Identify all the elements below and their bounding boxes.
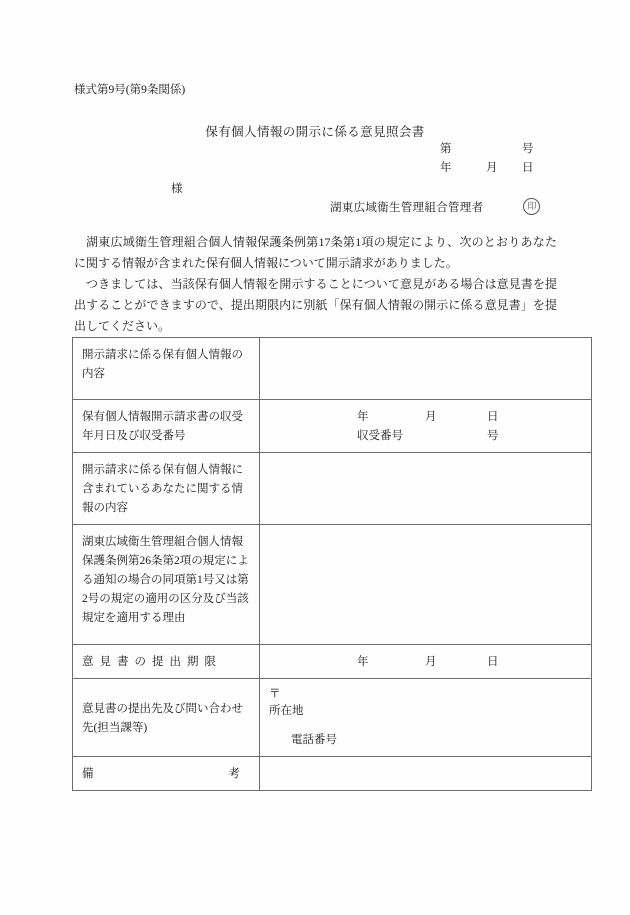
phone-label: 電話番号 xyxy=(291,734,337,746)
row7-label xyxy=(73,757,260,791)
deadline-date-block xyxy=(269,653,584,672)
table-row xyxy=(73,525,592,645)
document-number-label: 第 xyxy=(440,143,452,155)
remarks-label-first: 備 xyxy=(82,768,94,780)
form-number: 様式第9号(第9条関係) xyxy=(74,84,186,96)
row5-label xyxy=(73,645,260,679)
remarks-label-last: 考 xyxy=(228,768,240,780)
receipt-number-blank xyxy=(425,427,487,446)
row7-value[interactable] xyxy=(260,757,592,791)
row5-value[interactable] xyxy=(260,645,592,679)
seal-icon: 印 xyxy=(523,198,540,215)
row4-label: 湖東広域衛生管理組合個人情報保護条例第26条第2項の規定による通知の場合の同項第1号又は第2号の規定の適用の区分及び当該規定を適用する理由 xyxy=(73,525,260,645)
deadline-month-label: 月 xyxy=(425,656,437,668)
deadline-year-label: 年 xyxy=(357,656,369,668)
document-number-unit: 号 xyxy=(522,143,534,155)
document-number-line xyxy=(440,140,550,159)
addressee-suffix: 様 xyxy=(171,183,183,195)
row2-label: 保有個人情報開示請求書の収受年月日及び収受番号 xyxy=(73,400,260,453)
receipt-number-label: 収受番号 xyxy=(357,430,403,442)
receipt-month-label: 月 xyxy=(425,411,437,423)
row1-label: 開示請求に係る保有個人情報の内容 xyxy=(73,338,260,400)
receipt-date-line xyxy=(357,408,584,427)
body-text xyxy=(74,232,557,337)
document-date-line xyxy=(440,159,550,178)
table-row xyxy=(73,757,592,791)
receipt-day-label: 日 xyxy=(487,411,499,423)
receipt-year-label: 年 xyxy=(357,411,369,423)
remarks-label-group xyxy=(82,765,252,784)
deadline-day-label: 日 xyxy=(487,656,499,668)
document-date-month: 月 xyxy=(486,162,498,174)
receipt-date-block xyxy=(269,408,584,446)
row6-label: 意見書の提出先及び問い合わせ先(担当課等) xyxy=(73,679,260,757)
row6-value[interactable] xyxy=(260,679,592,757)
row2-value[interactable] xyxy=(260,400,592,453)
postal-mark: 〒 xyxy=(269,688,281,700)
document-date-year: 年 xyxy=(440,162,452,174)
row1-value[interactable] xyxy=(260,338,592,400)
table-row xyxy=(73,400,592,453)
table-row xyxy=(73,645,592,679)
document-date-day: 日 xyxy=(522,162,534,174)
issuer-name: 湖東広域衛生管理組合管理者 xyxy=(330,201,484,214)
document-title: 保有個人情報の開示に係る意見照会書 xyxy=(205,125,425,139)
address-label: 所在地 xyxy=(269,705,304,717)
document-meta xyxy=(440,140,550,178)
row3-label: 開示請求に係る保有個人情報に含まれているあなたに関する情報の内容 xyxy=(73,453,260,525)
table-row xyxy=(73,453,592,525)
receipt-number-unit: 号 xyxy=(487,430,499,442)
table-row xyxy=(73,679,592,757)
form-table xyxy=(72,337,592,791)
issuer-block xyxy=(330,198,540,215)
receipt-number-line xyxy=(357,427,584,446)
row4-value[interactable] xyxy=(260,525,592,645)
row3-value[interactable] xyxy=(260,453,592,525)
row5-label-text: 意見書の提出期限 xyxy=(82,656,222,668)
table-row xyxy=(73,338,592,400)
document-number-blank xyxy=(486,140,522,159)
body-paragraph-2: つきましては、当該保有個人情報を開示することについて意見がある場合は意見書を提出することができますので、提出期限内に別紙「保有個人情報の開示に係る意見書」を提出してください。 xyxy=(74,277,557,333)
deadline-date-line xyxy=(357,653,584,672)
body-paragraph-1: 湖東広域衛生管理組合個人情報保護条例第17条第1項の規定により、次のとおりあなたに関する情報が含まれた保有個人情報について開示請求がありました。 xyxy=(74,235,557,270)
